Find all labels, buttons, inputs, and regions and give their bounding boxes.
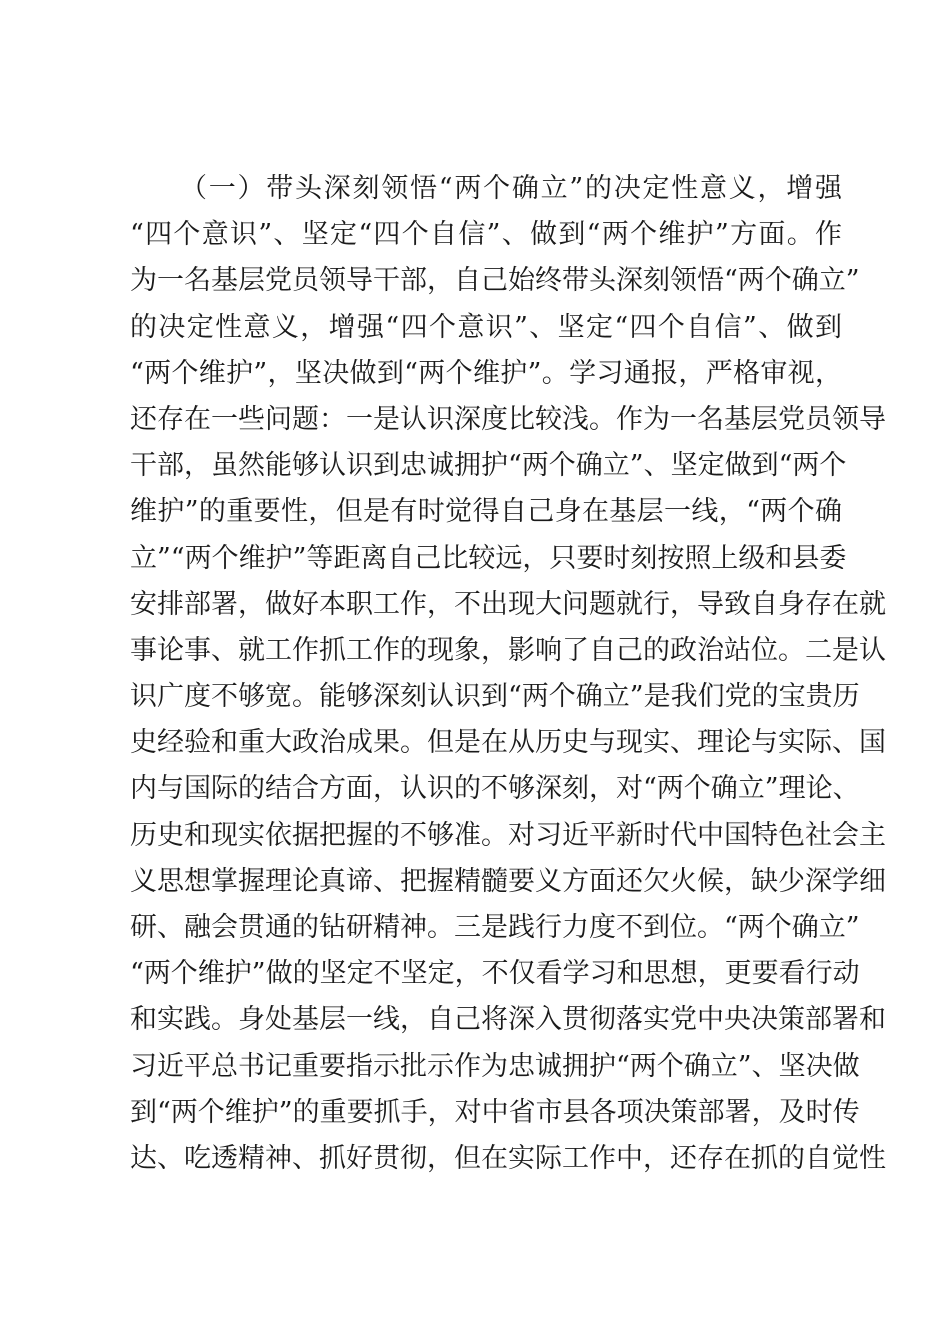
paragraph-line: 事论事、就工作抓工作的现象，影响了自己的政治站位。二是认 bbox=[130, 634, 886, 666]
paragraph-line: 达、吃透精神、抓好贯彻，但在实际工作中，还存在抓的自觉性 bbox=[130, 1142, 886, 1174]
paragraph-line: 维护”的重要性，但是有时觉得自己身在基层一线，“两个确 bbox=[130, 496, 842, 528]
paragraph-line: 习近平总书记重要指示批示作为忠诚拥护“两个确立”、坚决做 bbox=[130, 1050, 860, 1082]
paragraph-line: 历史和现实依据把握的不够准。对习近平新时代中国特色社会主 bbox=[130, 819, 886, 851]
paragraph-line: 还存在一些问题：一是认识深度比较浅。作为一名基层党员领导 bbox=[130, 403, 886, 435]
paragraph-line: 和实践。身处基层一线，自己将深入贯彻落实党中央决策部署和 bbox=[130, 1004, 886, 1036]
paragraph-line: 立”“两个维护”等距离自己比较远，只要时刻按照上级和县委 bbox=[130, 542, 847, 574]
paragraph-line: 史经验和重大政治成果。但是在从历史与现实、理论与实际、国 bbox=[130, 727, 886, 759]
paragraph-line: 义思想掌握理论真谛、把握精髓要义方面还欠火候，缺少深学细 bbox=[130, 865, 886, 897]
paragraph-line: 干部，虽然能够认识到忠诚拥护“两个确立”、坚定做到“两个 bbox=[130, 450, 847, 482]
paragraph-line: 内与国际的结合方面，认识的不够深刻，对“两个确立”理论、 bbox=[130, 773, 860, 805]
paragraph-line: （一）带头深刻领悟“两个确立”的决定性意义，增强 bbox=[180, 173, 842, 204]
body-paragraph bbox=[130, 166, 886, 1182]
paragraph-line: “两个维护”，坚决做到“两个维护”。学习通报，严格审视， bbox=[130, 357, 842, 389]
paragraph-line: 安排部署，做好本职工作，不出现大问题就行，导致自身存在就 bbox=[130, 588, 886, 620]
paragraph-line: 研、融会贯通的钻研精神。三是践行力度不到位。“两个确立” bbox=[130, 912, 860, 943]
paragraph-line: “两个维护”做的坚定不坚定，不仅看学习和思想，更要看行动 bbox=[130, 958, 860, 990]
paragraph-line: 识广度不够宽。能够深刻认识到“两个确立”是我们党的宝贵历 bbox=[130, 681, 860, 713]
paragraph-line: 到“两个维护”的重要抓手，对中省市县各项决策部署，及时传 bbox=[130, 1096, 860, 1128]
paragraph-line: 的决定性意义，增强“四个意识”、坚定“四个自信”、做到 bbox=[130, 311, 842, 343]
paragraph-line: 为一名基层党员领导干部，自己始终带头深刻领悟“两个确立” bbox=[130, 265, 860, 297]
paragraph-line: “四个意识”、坚定“四个自信”、做到“两个维护”方面。作 bbox=[130, 219, 842, 251]
